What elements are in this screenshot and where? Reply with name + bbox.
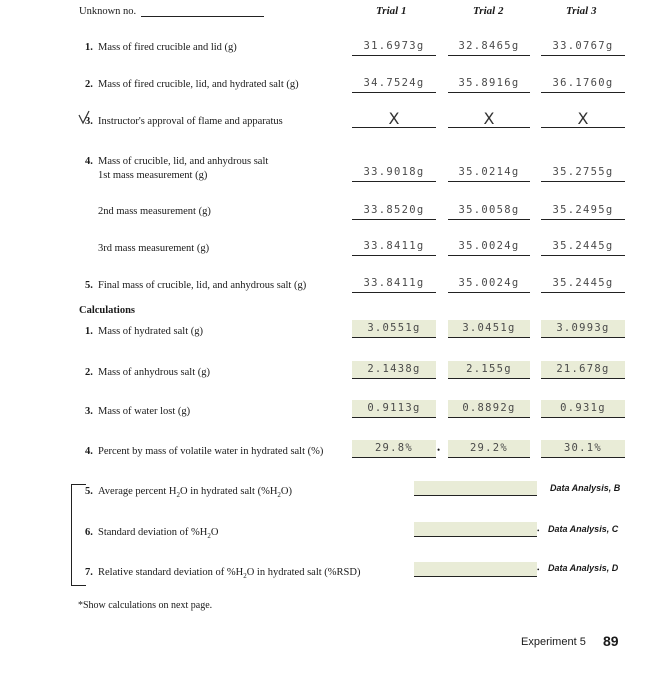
- footnote: *Show calculations on next page.: [78, 600, 213, 611]
- row-4b-trial-1[interactable]: 33.8520g: [363, 204, 425, 216]
- analysis-6-answer-field[interactable]: [414, 522, 540, 536]
- row-1-line-1: [352, 55, 436, 56]
- trial-1-header: Trial 1: [376, 5, 407, 17]
- calc-3-line-1: [352, 417, 436, 418]
- row-4-line-3: [541, 181, 625, 182]
- calc-2-trial-3[interactable]: 21.678g: [556, 363, 610, 375]
- row-3-trial-3-approval-x[interactable]: X: [577, 109, 589, 128]
- calc-4-trial-2[interactable]: 29.2%: [469, 442, 509, 454]
- row-2-number: 2.: [85, 79, 93, 90]
- calc-1-number: 1.: [85, 326, 93, 337]
- trial-2-header: Trial 2: [473, 5, 504, 17]
- row-5-trial-1[interactable]: 33.8411g: [363, 277, 425, 289]
- row-3-trial-2-approval-x[interactable]: X: [483, 109, 495, 128]
- row-4b-line-1: [352, 219, 436, 220]
- row-3-label: Instructor's approval of flame and apparatus: [98, 116, 283, 127]
- calc-2-line-2: [448, 378, 530, 379]
- row-3-trial-1-approval-x[interactable]: X: [388, 109, 400, 128]
- calc-3-trial-2[interactable]: 0.8892g: [462, 402, 516, 414]
- row-4-line-1: [352, 181, 436, 182]
- calc-4-trial-1[interactable]: 29.8%: [374, 442, 414, 454]
- calc-1-trial-3[interactable]: 3.0993g: [556, 322, 610, 334]
- row-3-line-1: [352, 127, 436, 128]
- row-4-trial-2[interactable]: 35.0214g: [458, 166, 520, 178]
- calc-1-line-2: [448, 337, 530, 338]
- row-4-number: 4.: [85, 156, 93, 167]
- calc-3-label: Mass of water lost (g): [98, 406, 191, 417]
- calc-3-line-3: [541, 417, 625, 418]
- row-4b-label: 2nd mass measurement (g): [98, 206, 211, 217]
- calc-3-line-2: [448, 417, 530, 418]
- calc-4-trial-3[interactable]: 30.1%: [563, 442, 603, 454]
- calc-4-label: Percent by mass of volatile water in hydrated salt (%): [98, 446, 324, 457]
- row-2-trial-2[interactable]: 35.8916g: [458, 77, 520, 89]
- calc-1-trial-2[interactable]: 3.0451g: [462, 322, 516, 334]
- row-2-line-2: [448, 92, 530, 93]
- calc-3-number: 3.: [85, 406, 93, 417]
- row-1-trial-1[interactable]: 31.6973g: [363, 40, 425, 52]
- row-5-label: Final mass of crucible, lid, and anhydrous salt (g): [98, 280, 307, 291]
- calc-2-trial-2[interactable]: 2.155g: [466, 363, 512, 375]
- row-4-sublabel: 1st mass measurement (g): [98, 170, 208, 181]
- row-4b-line-3: [541, 219, 625, 220]
- calc-2-label: Mass of anhydrous salt (g): [98, 367, 210, 378]
- row-5-line-1: [352, 292, 436, 293]
- calc-2-line-1: [352, 378, 436, 379]
- row-4c-line-3: [541, 255, 625, 256]
- row-5-line-2: [448, 292, 530, 293]
- row-4c-line-2: [448, 255, 530, 256]
- analysis-7-reference: Data Analysis, D: [548, 563, 619, 573]
- row-5-trial-2[interactable]: 35.0024g: [458, 277, 520, 289]
- row-1-trial-2[interactable]: 32.8465g: [458, 40, 520, 52]
- row-4-line-2: [448, 181, 530, 182]
- calc-3-trial-1[interactable]: 0.9113g: [367, 402, 421, 414]
- calc-3-trial-3[interactable]: 0.931g: [560, 402, 606, 414]
- unknown-input-line[interactable]: [141, 16, 264, 17]
- calc-1-line-3: [541, 337, 625, 338]
- analysis-7-line: [414, 576, 537, 577]
- row-4-trial-3[interactable]: 35.2755g: [552, 166, 614, 178]
- calc-1-trial-1[interactable]: 3.0551g: [367, 322, 421, 334]
- analysis-7-dot-marker: •: [537, 566, 540, 574]
- calc-2-number: 2.: [85, 367, 93, 378]
- experiment-label: Experiment 5: [521, 636, 586, 648]
- row-3-line-2: [448, 127, 530, 128]
- row-2-line-3: [541, 92, 625, 93]
- row-4c-trial-1[interactable]: 33.8411g: [363, 240, 425, 252]
- unknown-label: Unknown no.: [79, 6, 137, 17]
- analysis-5-answer-field[interactable]: [414, 481, 537, 495]
- analysis-7-label: Relative standard deviation of $\%H_2O$ in hydrated salt (%RSD): [98, 567, 361, 581]
- analysis-6-dot-marker: •: [537, 527, 540, 535]
- calculations-heading: Calculations: [79, 305, 136, 316]
- row-1-trial-3[interactable]: 33.0767g: [552, 40, 614, 52]
- row-1-number: 1.: [85, 42, 93, 53]
- row-4c-trial-3[interactable]: 35.2445g: [552, 240, 614, 252]
- row-3-line-3: [541, 127, 625, 128]
- analysis-5-reference: Data Analysis, B: [550, 483, 621, 493]
- analysis-6-reference: Data Analysis, C: [548, 524, 619, 534]
- row-4b-trial-3[interactable]: 35.2495g: [552, 204, 614, 216]
- page-number: 89: [603, 633, 619, 649]
- row-4-trial-1[interactable]: 33.9018g: [363, 166, 425, 178]
- analysis-7-number: 7.: [85, 567, 93, 578]
- analysis-5-label: Average percent $H_2O$ in hydrated salt $(\%H_2O)$: [98, 486, 293, 500]
- analysis-5-line: [414, 495, 537, 496]
- calc-4-line-3: [541, 457, 625, 458]
- row-4c-line-1: [352, 255, 436, 256]
- calc-2-trial-1[interactable]: 2.1438g: [367, 363, 421, 375]
- row-1-label: Mass of fired crucible and lid (g): [98, 42, 237, 53]
- calc-1-label: Mass of hydrated salt (g): [98, 326, 203, 337]
- calc-1-line-1: [352, 337, 436, 338]
- row-2-trial-3[interactable]: 36.1760g: [552, 77, 614, 89]
- analysis-6-number: 6.: [85, 527, 93, 538]
- row-1-line-3: [541, 55, 625, 56]
- calc-4-line-1: [352, 457, 436, 458]
- row-2-label: Mass of fired crucible, lid, and hydrated salt (g): [98, 79, 299, 90]
- row-4c-label: 3rd mass measurement (g): [98, 243, 210, 254]
- row-2-trial-1[interactable]: 34.7524g: [363, 77, 425, 89]
- trial-3-header: Trial 3: [566, 5, 597, 17]
- analysis-7-answer-field[interactable]: [414, 562, 540, 576]
- row-5-trial-3[interactable]: 35.2445g: [552, 277, 614, 289]
- analysis-6-line: [414, 536, 537, 537]
- analysis-bracket: [71, 484, 86, 586]
- row-2-line-1: [352, 92, 436, 93]
- row-1-line-2: [448, 55, 530, 56]
- calc-4-dot-marker: •: [437, 445, 441, 455]
- calc-4-line-2: [448, 457, 530, 458]
- row-4b-trial-2[interactable]: 35.0058g: [458, 204, 520, 216]
- row-4-label: Mass of crucible, lid, and anhydrous salt: [98, 156, 269, 167]
- row-5-line-3: [541, 292, 625, 293]
- analysis-5-number: 5.: [85, 486, 93, 497]
- analysis-6-label: Standard deviation of $\%H_2O$: [98, 527, 219, 541]
- row-4c-trial-2[interactable]: 35.0024g: [458, 240, 520, 252]
- row-5-number: 5.: [85, 280, 93, 291]
- row-3-number: 3.: [85, 116, 93, 127]
- calc-2-line-3: [541, 378, 625, 379]
- row-4b-line-2: [448, 219, 530, 220]
- calc-4-number: 4.: [85, 446, 93, 457]
